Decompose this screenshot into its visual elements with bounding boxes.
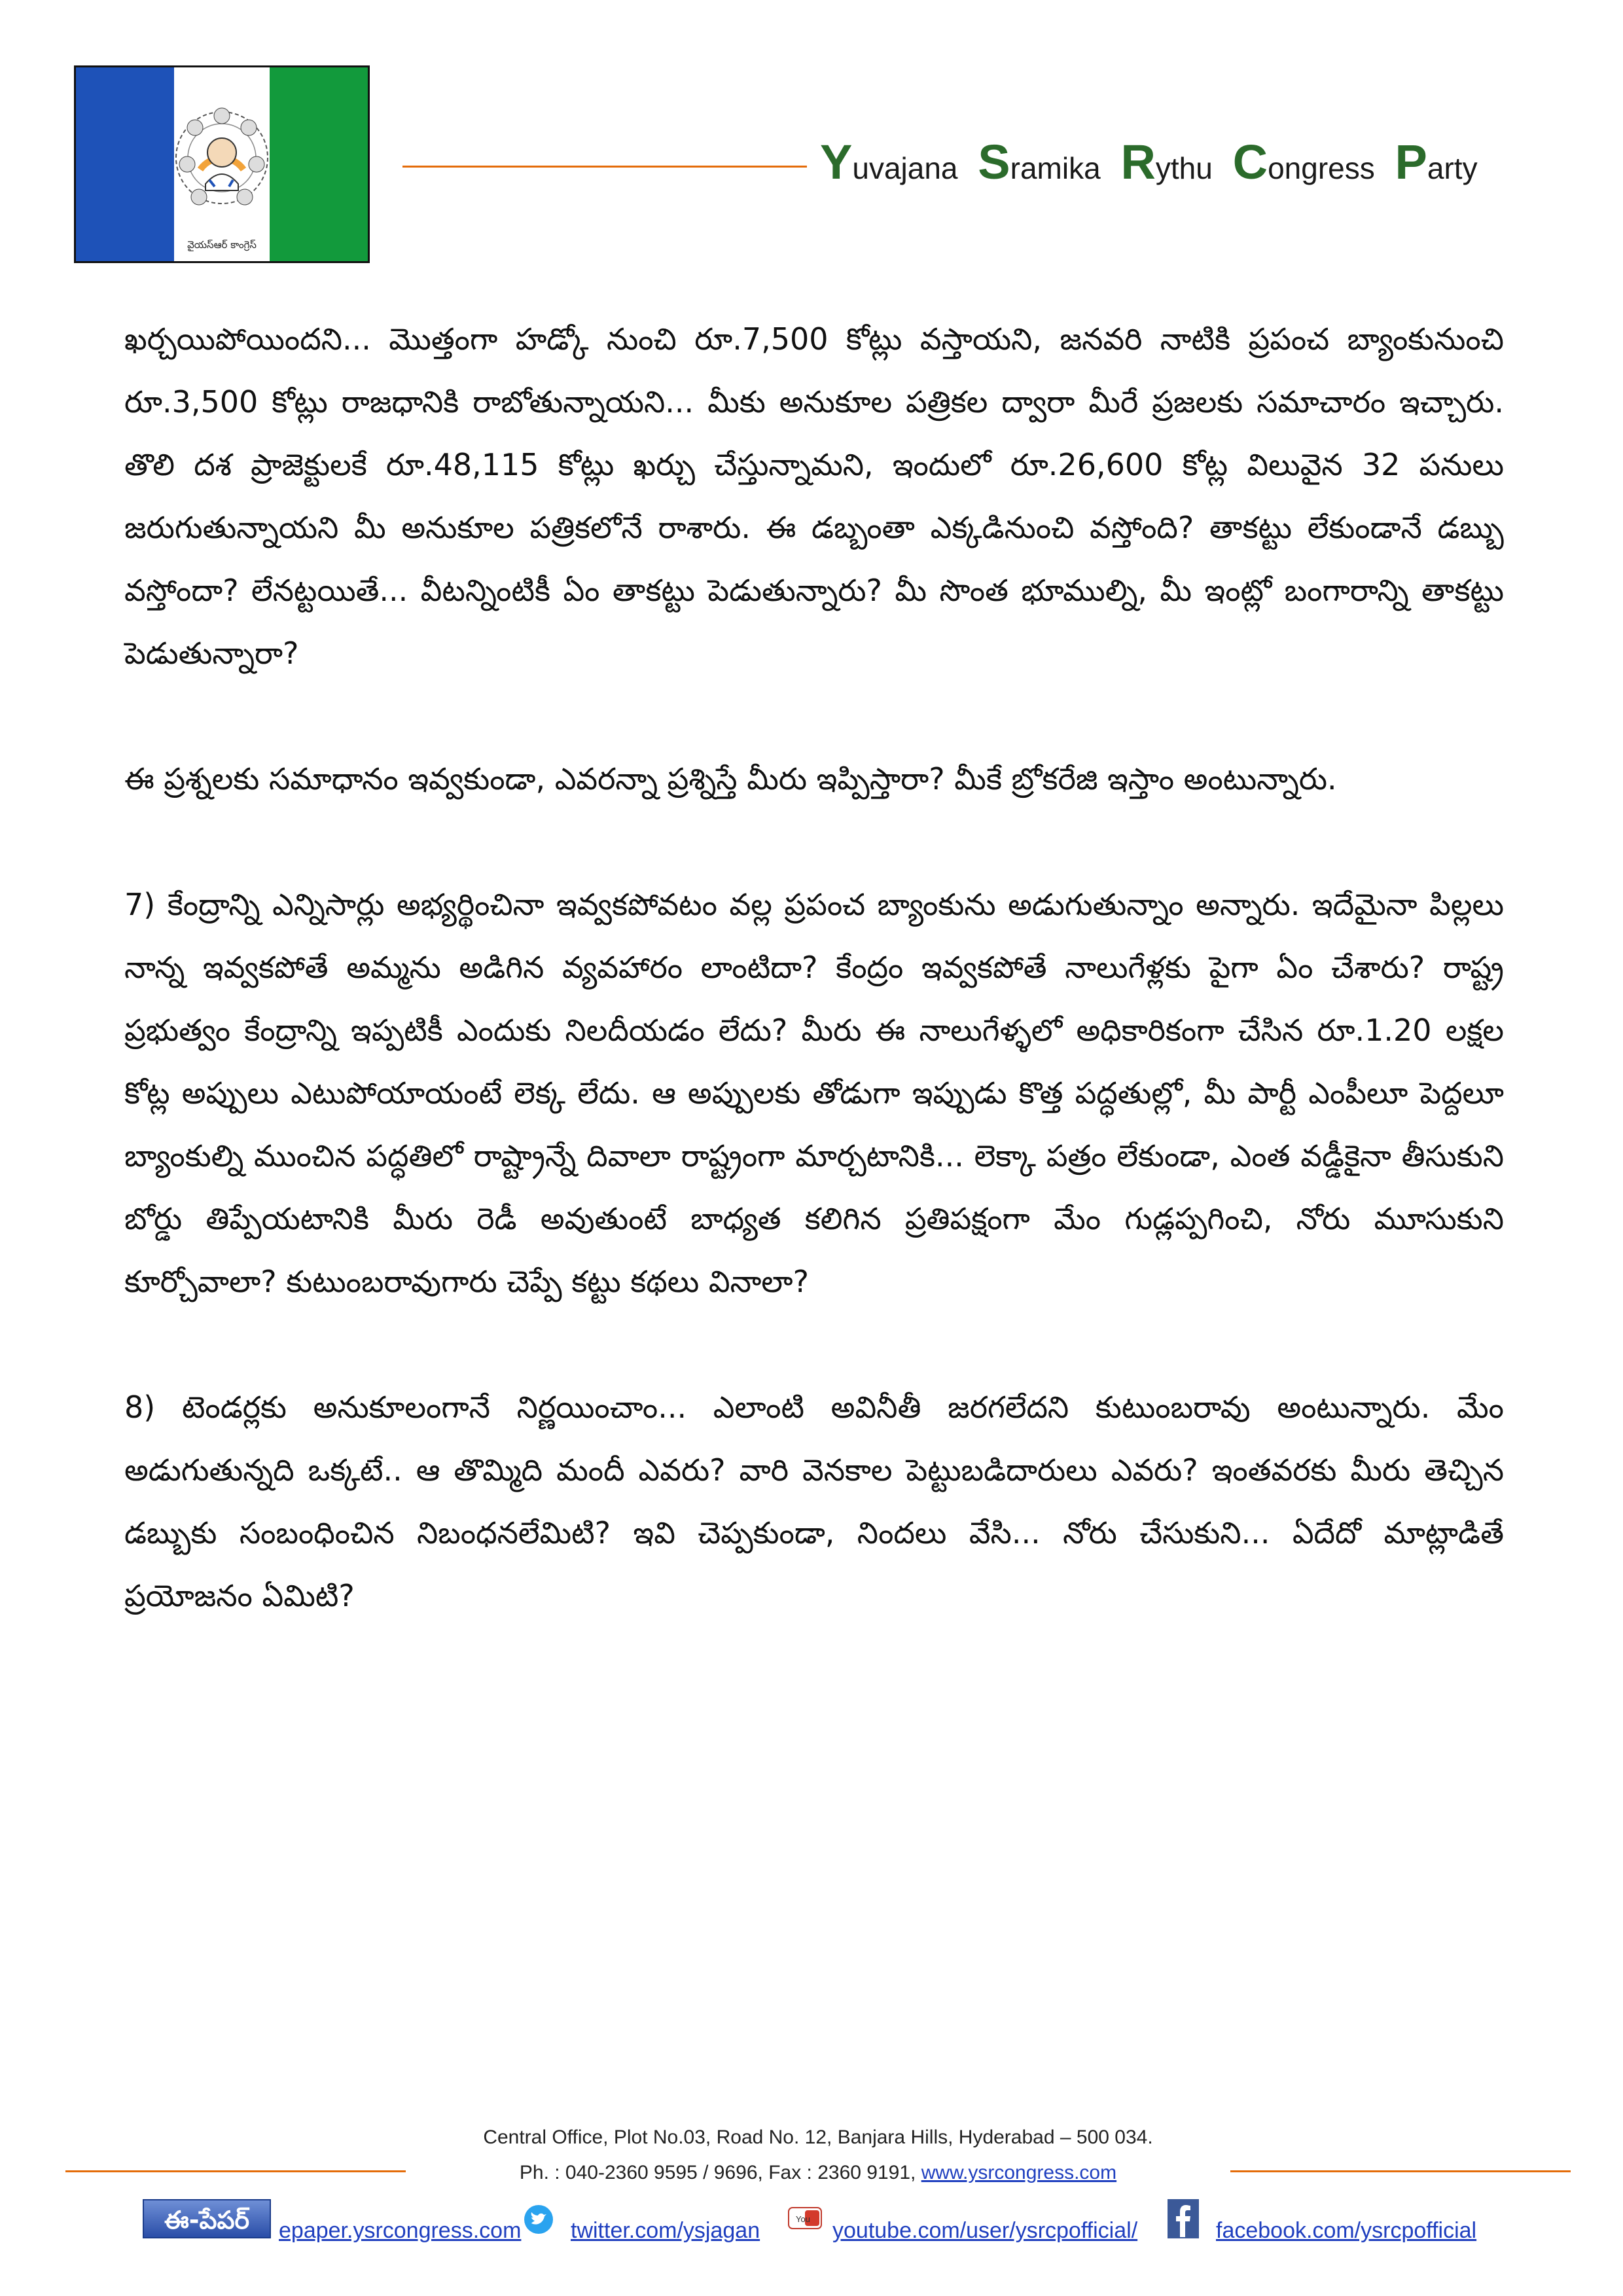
party-initial-c: C <box>1232 135 1268 189</box>
emblem-caption: వైయస్ఆర్ కాంగ్రెస్ <box>187 239 257 251</box>
flag-green-band <box>270 67 368 261</box>
footer-contact <box>406 2156 1230 2190</box>
footer-divider-left <box>65 2170 406 2172</box>
epaper-badge: ఈ-పేపర్ <box>143 2199 271 2238</box>
footer-divider-right <box>1230 2170 1571 2172</box>
header-divider <box>402 166 807 168</box>
party-word-rest: ythu <box>1155 151 1213 185</box>
party-word-rest: ongress <box>1268 151 1375 185</box>
party-initial-r: R <box>1120 135 1156 189</box>
party-initial-s: S <box>978 135 1010 189</box>
paragraph-point-8: 8) టెండర్లకు అనుకూలంగానే నిర్ణయించాం... ఎలాంటి అవినీతీ జరగలేదని కుటుంబరావు అంటున్నారు. మేం అడుగుతున్నది ఒక్కటే.. ఆ తొమ్మిది మందీ ఎవరు? వారి వెనకాల పెట్టుబడిదారులు ఎవరు? ఇంతవరకు మీరు తెచ్చిన డబ్బుకు సంబంధించిన నిబంధనలేమిటి? ఇవి చెప్పకుండా, నిందలు వేసి... నోరు చేసుకుని... ఏదేదో మాట్లాడితే ప్రయోజనం ఏమిటి? <box>124 1390 1504 1613</box>
party-emblem-icon <box>173 92 271 236</box>
twitter-icon[interactable] <box>524 2204 554 2234</box>
website-link[interactable]: www.ysrcongress.com <box>921 2162 1117 2183</box>
social-links-bar <box>143 2199 1504 2250</box>
party-word-rest: ramika <box>1010 151 1101 185</box>
flag-white-band <box>174 67 270 261</box>
facebook-link[interactable]: facebook.com/ysrcpofficial <box>1216 2218 1477 2243</box>
party-initial-y: Y <box>820 135 853 189</box>
youtube-link[interactable]: youtube.com/user/ysrcpofficial/ <box>832 2218 1138 2243</box>
party-initial-p: P <box>1395 135 1427 189</box>
youtube-icon[interactable] <box>788 2207 822 2229</box>
youtube-badge-text: You <box>796 2214 810 2224</box>
party-word-rest: uvajana <box>852 151 958 185</box>
party-word-rest: arty <box>1427 151 1478 185</box>
footer-address: Central Office, Plot No.03, Road No. 12, Banjara Hills, Hyderabad – 500 034. <box>483 2126 1153 2148</box>
flag-blue-band <box>76 67 174 261</box>
twitter-link[interactable]: twitter.com/ysjagan <box>571 2218 760 2243</box>
party-name-title <box>820 134 1478 190</box>
document-body <box>124 308 1504 1690</box>
party-flag-logo <box>74 65 370 263</box>
paragraph-brokerage: ఈ ప్రశ్నలకు సమాధానం ఇవ్వకుండా, ఎవరన్నా ప్రశ్నిస్తే మీరు ఇప్పిస్తారా? మీకే బ్రోకరేజి ఇస్తాం అంటున్నారు. <box>124 761 1337 797</box>
facebook-icon[interactable] <box>1168 2199 1199 2238</box>
footer-phone: Ph. : 040-2360 9595 / 9696, Fax : 2360 9191, <box>519 2162 921 2183</box>
epaper-link[interactable]: epaper.ysrcongress.com <box>279 2218 522 2243</box>
paragraph-funding-questions: ఖర్చయిపోయిందని... మొత్తంగా హడ్కో నుంచి రూ.7,500 కోట్లు వస్తాయని, జనవరి నాటికి ప్రపంచ బ్యాంకునుంచి రూ.3,500 కోట్లు రాజధానికి రాబోతున్నాయని... మీకు అనుకూల పత్రికల ద్వారా మీరే ప్రజలకు సమాచారం ఇచ్చారు. తొలి దశ ప్రాజెక్టులకే రూ.48,115 కోట్లు ఖర్చు చేస్తున్నామని, ఇందులో రూ.26,600 కోట్ల విలువైన 32 పనులు జరుగుతున్నాయని మీ అనుకూల పత్రికలోనే రాశారు. ఈ డబ్బంతా ఎక్కడినుంచి వస్తోంది? తాకట్టు లేకుండానే డబ్బు వస్తోందా? లేనట్టయితే... వీటన్నింటికీ ఏం తాకట్టు పెడుతున్నారు? మీ సొంత భూముల్ని, మీ ఇంట్లో బంగారాన్ని తాకట్టు పెడుతున్నారా? <box>124 321 1504 671</box>
paragraph-point-7: 7) కేంద్రాన్ని ఎన్నిసార్లు అభ్యర్థించినా ఇవ్వకపోవటం వల్ల ప్రపంచ బ్యాంకును అడుగుతున్నాం అన్నారు. ఇదేమైనా పిల్లలు నాన్న ఇవ్వకపోతే అమ్మను అడిగిన వ్యవహారం లాంటిదా? కేంద్రం ఇవ్వకపోతే నాలుగేళ్లకు పైగా ఏం చేశారు? రాష్ట్ర ప్రభుత్వం కేంద్రాన్ని ఇప్పటికీ ఎందుకు నిలదీయడం లేదు? మీరు ఈ నాలుగేళ్ళలో అధికారికంగా చేసిన రూ.1.20 లక్షల కోట్ల అప్పులు ఎటుపోయాయంటే లెక్క లేదు. ఆ అప్పులకు తోడుగా ఇప్పుడు కొత్త పద్ధతుల్లో, మీ పార్టీ ఎంపీలూ పెద్దలూ బ్యాంకుల్ని ముంచిన పద్ధతిలో రాష్ట్రాన్నే దివాలా రాష్ట్రంగా మార్చటానికి... లెక్కా పత్రం లేకుండా, ఎంత వడ్డీకైనా తీసుకుని బోర్డు తిప్పేయటానికి మీరు రెడీ అవుతుంటే బాధ్యత కలిగిన ప్రతిపక్షంగా మేం గుడ్లప్పగించి, నోరు మూసుకుని కూర్చోవాలా? కుటుంబరావుగారు చెప్పే కట్టు కథలు వినాలా? <box>124 887 1504 1299</box>
